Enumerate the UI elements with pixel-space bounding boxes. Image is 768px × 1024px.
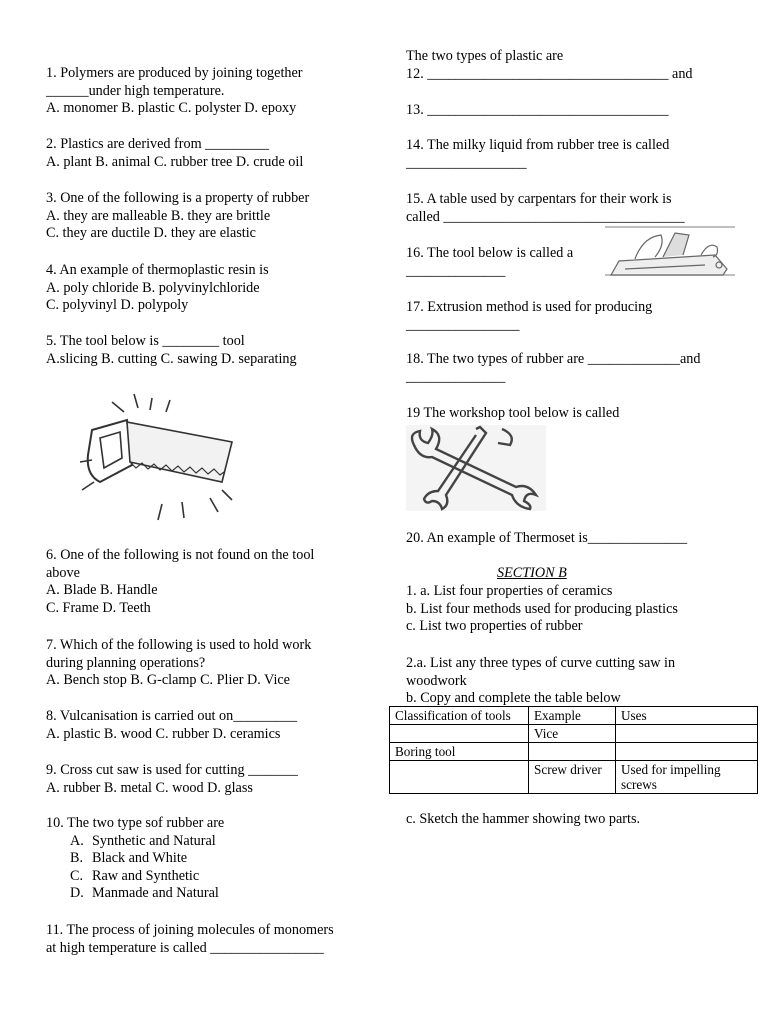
table-header: Classification of tools xyxy=(390,707,529,725)
question-16: 16. The tool below is called a ______________ xyxy=(406,245,574,279)
question-7: 7. Which of the following is used to hold work during planning operations? A. Bench stop B. G-clamp C. Plier D. Vice xyxy=(46,637,312,688)
spanner-icon xyxy=(406,425,546,511)
table-cell: Boring tool xyxy=(390,743,529,761)
table-cell xyxy=(529,743,616,761)
table-header: Uses xyxy=(616,707,758,725)
question-9: 9. Cross cut saw is used for cutting _______ A. rubber B. metal C. wood D. glass xyxy=(46,762,298,796)
table-cell xyxy=(616,743,758,761)
question-1: 1. Polymers are produced by joining together ______under high temperature. A. monomer B. plastic C. polyster D. epoxy xyxy=(46,65,303,116)
hand-saw-icon xyxy=(72,390,262,525)
table-row xyxy=(390,761,758,794)
question-3: 3. One of the following is a property of rubber A. they are malleable B. they are brittle C. they are ductile D. they are elastic xyxy=(46,190,310,241)
section-b-question-1: 1. a. List four properties of ceramics b. List four methods used for producing plastics c. List two properties of rubber xyxy=(406,583,678,634)
option-c: C. Raw and Synthetic xyxy=(70,867,200,884)
question-15: 15. A table used by carpentars for their work is called __________________________________ xyxy=(406,191,685,225)
question-12: The two types of plastic are 12. __________________________________ and xyxy=(406,48,693,82)
question-18: 18. The two types of rubber are _____________and ______________ xyxy=(406,351,701,385)
question-8: 8. Vulcanisation is carried out on_________ A. plastic B. wood C. rubber D. ceramics xyxy=(46,708,298,742)
section-b-question-2c: c. Sketch the hammer showing two parts. xyxy=(406,811,641,827)
table-cell: Vice xyxy=(529,725,616,743)
classification-table xyxy=(389,706,758,794)
option-a: A. Synthetic and Natural xyxy=(70,832,216,849)
section-b-question-2: 2.a. List any three types of curve cutting saw in woodwork b. Copy and complete the table below xyxy=(406,655,676,706)
hand-plane-icon xyxy=(605,225,737,283)
section-b-title: SECTION B xyxy=(497,565,567,581)
question-10: 10. The two type sof rubber are A. Synthetic and Natural B. Black and White C. Raw and Synthetic D. Manmade and Natural xyxy=(46,815,225,901)
question-13: 13. __________________________________ xyxy=(406,102,669,118)
question-2: 2. Plastics are derived from _________ A. plant B. animal C. rubber tree D. crude oil xyxy=(46,136,304,170)
table-cell xyxy=(390,725,529,743)
table-cell xyxy=(390,761,529,794)
question-4: 4. An example of thermoplastic resin is A. poly chloride B. polyvinylchloride C. polyvinyl D. polypoly xyxy=(46,262,269,313)
table-cell xyxy=(616,725,758,743)
table-cell: Screw driver xyxy=(529,761,616,794)
table-header: Example xyxy=(529,707,616,725)
question-14: 14. The milky liquid from rubber tree is called _________________ xyxy=(406,137,670,171)
question-6: 6. One of the following is not found on the tool above A. Blade B. Handle C. Frame D. Teeth xyxy=(46,547,315,616)
option-d: D. Manmade and Natural xyxy=(70,885,219,901)
question-11: 11. The process of joining molecules of monomers at high temperature is called ________________ xyxy=(46,922,334,956)
question-19: 19 The workshop tool below is called xyxy=(406,405,620,421)
table-row xyxy=(390,725,758,743)
question-20: 20. An example of Thermoset is______________ xyxy=(406,530,688,546)
table-row xyxy=(390,743,758,761)
table-cell: Used for impelling screws xyxy=(616,761,758,794)
table-header-row xyxy=(390,707,758,725)
option-b: B. Black and White xyxy=(70,850,188,866)
question-5: 5. The tool below is ________ tool A.slicing B. cutting C. sawing D. separating xyxy=(46,333,297,367)
question-17: 17. Extrusion method is used for producing ________________ xyxy=(406,299,653,333)
